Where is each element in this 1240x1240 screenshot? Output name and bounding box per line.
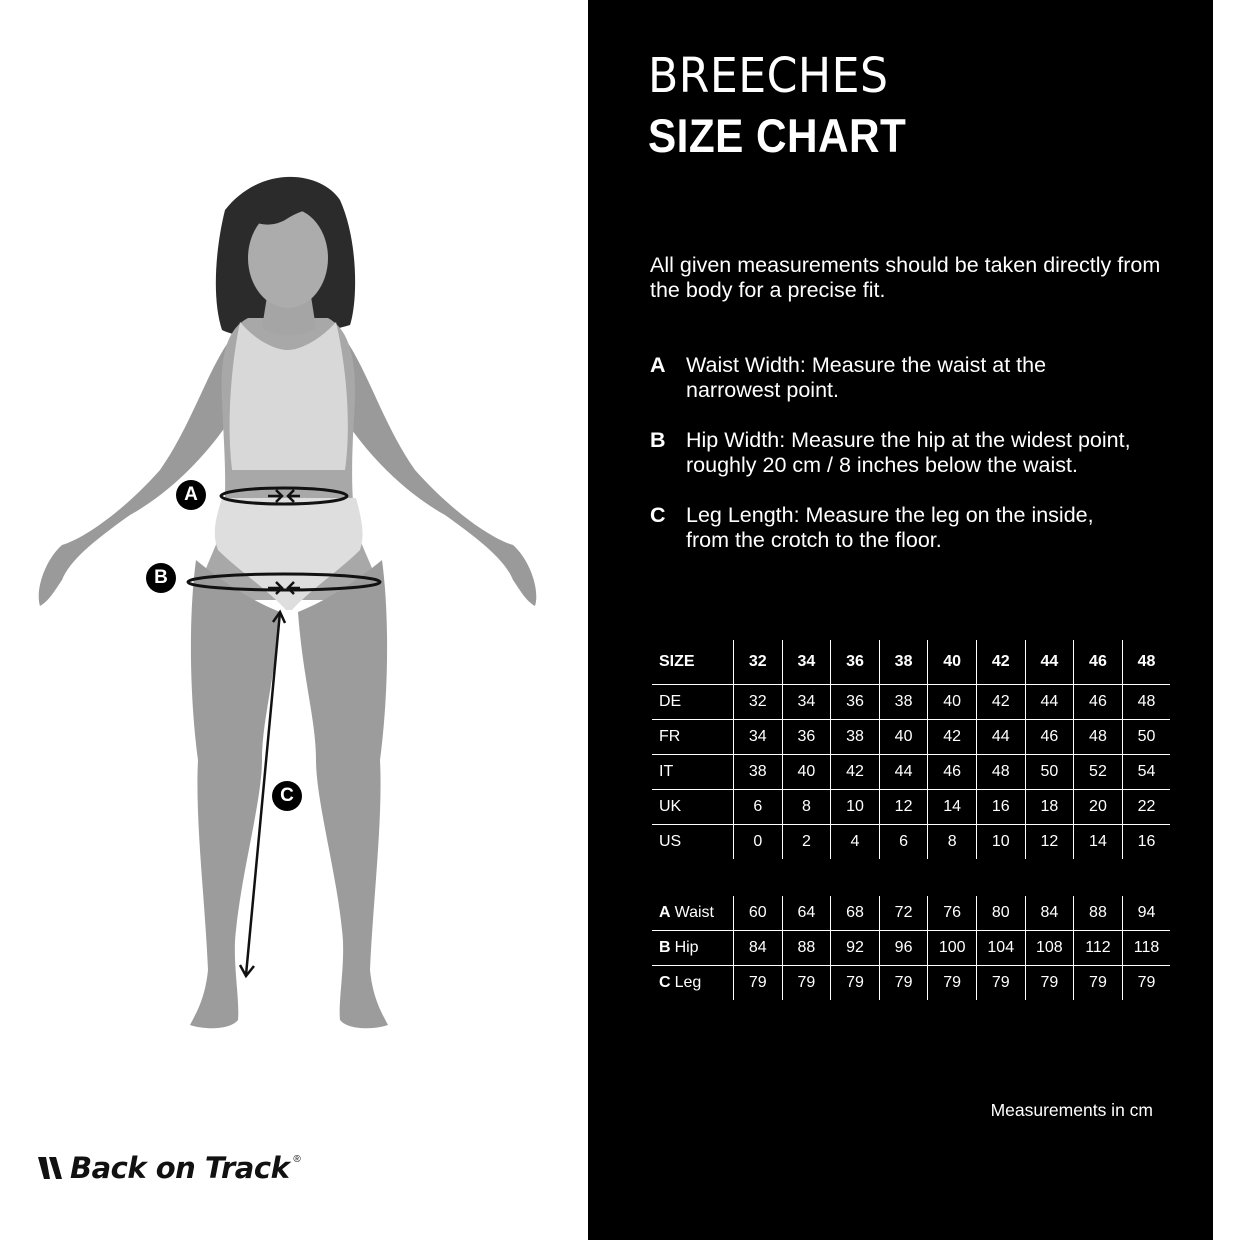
table-cell: 42 [928, 720, 977, 755]
row-label-cell: FR [652, 720, 734, 755]
table-cell: 50 [1025, 755, 1074, 790]
row-label-cell: US [659, 833, 682, 850]
table-cell: 12 [879, 790, 928, 825]
measure-letter: B [659, 939, 671, 956]
instruction-text: Waist Width: Measure the waist at the narrowest point. [686, 353, 1047, 402]
table-cell: 52 [1074, 755, 1123, 790]
table-row [652, 966, 1170, 1001]
table-cell: 40 [782, 755, 831, 790]
header-size-cell: 48 [1122, 640, 1170, 685]
header-size-cell: 32 [734, 640, 783, 685]
table-row [652, 685, 1170, 720]
table-cell: 38 [831, 720, 880, 755]
instruction-text: Leg Length: Measure the leg on the inside, from the crotch to the floor. [686, 503, 1094, 552]
header-size-cell: 36 [831, 640, 880, 685]
info-panel [588, 0, 1213, 1240]
table-cell: 6 [879, 825, 928, 860]
table-row [652, 896, 1170, 931]
header-size-cell: 40 [928, 640, 977, 685]
table-cell: 36 [782, 720, 831, 755]
table-cell: 8 [928, 825, 977, 860]
logo-text: Back on Track [70, 1151, 290, 1185]
table-cell: 72 [879, 896, 928, 931]
table-cell: 94 [1122, 896, 1170, 931]
table-cell: 108 [1025, 931, 1074, 966]
table-cell: 84 [1025, 896, 1074, 931]
table-cell: 79 [879, 966, 928, 1001]
table-cell: 54 [1122, 755, 1170, 790]
table-cell: 10 [831, 790, 880, 825]
registered-mark: ® [293, 1154, 301, 1165]
table-cell: 79 [1025, 966, 1074, 1001]
intro-text: All given measurements should be taken directly from the body for a precise fit. [650, 253, 1161, 302]
table-cell: 44 [976, 720, 1025, 755]
table-cell: 46 [1074, 685, 1123, 720]
table-cell: 79 [734, 966, 783, 1001]
table-cell: 79 [782, 966, 831, 1001]
table-cell: 50 [1122, 720, 1170, 755]
page-title-line2: SIZE CHART [648, 109, 907, 162]
right-margin [1213, 0, 1240, 1240]
table-cell: 79 [976, 966, 1025, 1001]
table-row [652, 755, 1170, 790]
table-cell: 38 [879, 685, 928, 720]
table-cell: 46 [928, 755, 977, 790]
table-cell: 118 [1122, 931, 1170, 966]
table-cell: 68 [831, 896, 880, 931]
table-cell: 64 [782, 896, 831, 931]
table-cell: 4 [831, 825, 880, 860]
table-cell: 38 [734, 755, 783, 790]
table-cell: 104 [976, 931, 1025, 966]
header-size-cell: 42 [976, 640, 1025, 685]
instruction-letter: C [650, 503, 666, 527]
instruction-letter: A [650, 353, 666, 377]
header-size-cell: 46 [1074, 640, 1123, 685]
table-cell: 96 [879, 931, 928, 966]
table-cell: 46 [1025, 720, 1074, 755]
table-cell: 79 [1122, 966, 1170, 1001]
badge-a: A [176, 480, 206, 510]
table-row [652, 720, 1170, 755]
table-row [652, 931, 1170, 966]
header-size-cell: 38 [879, 640, 928, 685]
table-cell: 79 [1074, 966, 1123, 1001]
row-label-cell [652, 966, 734, 1001]
table-cell: 48 [1074, 720, 1123, 755]
table-cell: 8 [782, 790, 831, 825]
table-cell: 79 [831, 966, 880, 1001]
badge-b: B [146, 563, 176, 593]
table-row [652, 825, 1170, 860]
header-size-cell: 44 [1025, 640, 1074, 685]
illustration-panel [0, 0, 588, 1240]
table-cell: 18 [1025, 790, 1074, 825]
table-cell: 10 [976, 825, 1025, 860]
measure-letter: A [659, 904, 671, 921]
table-cell: 34 [782, 685, 831, 720]
table-cell: 88 [782, 931, 831, 966]
table-cell: 60 [734, 896, 783, 931]
logo-mark-icon [36, 1155, 66, 1181]
row-label-cell [652, 931, 734, 966]
measure-label: Hip [674, 939, 699, 956]
table-cell: 14 [1074, 825, 1123, 860]
table-cell: 6 [734, 790, 783, 825]
table-cell: 2 [782, 825, 831, 860]
table-cell: 88 [1074, 896, 1123, 931]
size-conversion-table [652, 640, 1170, 859]
row-label-cell [652, 896, 734, 931]
table-cell: 48 [976, 755, 1025, 790]
table-cell: 40 [928, 685, 977, 720]
body-figure-illustration [0, 0, 588, 1240]
header-size-cell: 34 [782, 640, 831, 685]
table-cell: 14 [928, 790, 977, 825]
table-cell: 12 [1025, 825, 1074, 860]
table-cell: 36 [831, 685, 880, 720]
table-cell: 80 [976, 896, 1025, 931]
table-row [652, 790, 1170, 825]
badge-c: C [272, 781, 302, 811]
table-cell: 92 [831, 931, 880, 966]
table-cell: 20 [1074, 790, 1123, 825]
table-cell: 76 [928, 896, 977, 931]
row-label-cell: IT [652, 755, 734, 790]
instruction-letter: B [650, 428, 666, 452]
table-cell: 16 [1122, 825, 1170, 860]
measurement-table [652, 896, 1170, 1000]
table-cell: 16 [976, 790, 1025, 825]
units-note: Measurements in cm [990, 1100, 1153, 1120]
table-cell: 112 [1074, 931, 1123, 966]
table-cell: 34 [734, 720, 783, 755]
table-cell: 40 [879, 720, 928, 755]
measure-label: Waist [674, 904, 714, 921]
table-cell: 79 [928, 966, 977, 1001]
table-cell: 100 [928, 931, 977, 966]
instruction-text: Hip Width: Measure the hip at the widest point, roughly 20 cm / 8 inches below the waist. [686, 428, 1131, 477]
table-cell: 22 [1122, 790, 1170, 825]
table-cell: 0 [734, 825, 783, 860]
table-header-row [652, 640, 1170, 685]
table-cell: 42 [976, 685, 1025, 720]
table-cell: 32 [734, 685, 783, 720]
table-cell: 84 [734, 931, 783, 966]
brand-logo [36, 1148, 301, 1188]
header-label-cell: SIZE [652, 640, 734, 685]
table-cell: 48 [1122, 685, 1170, 720]
table-cell: 44 [1025, 685, 1074, 720]
row-label-cell: UK [652, 790, 734, 825]
page-title-line1: BREECHES [648, 48, 889, 104]
measure-letter: C [659, 974, 671, 991]
table-cell: 44 [879, 755, 928, 790]
table-cell: 42 [831, 755, 880, 790]
row-label-cell: DE [652, 685, 734, 720]
measure-label: Leg [674, 974, 702, 991]
